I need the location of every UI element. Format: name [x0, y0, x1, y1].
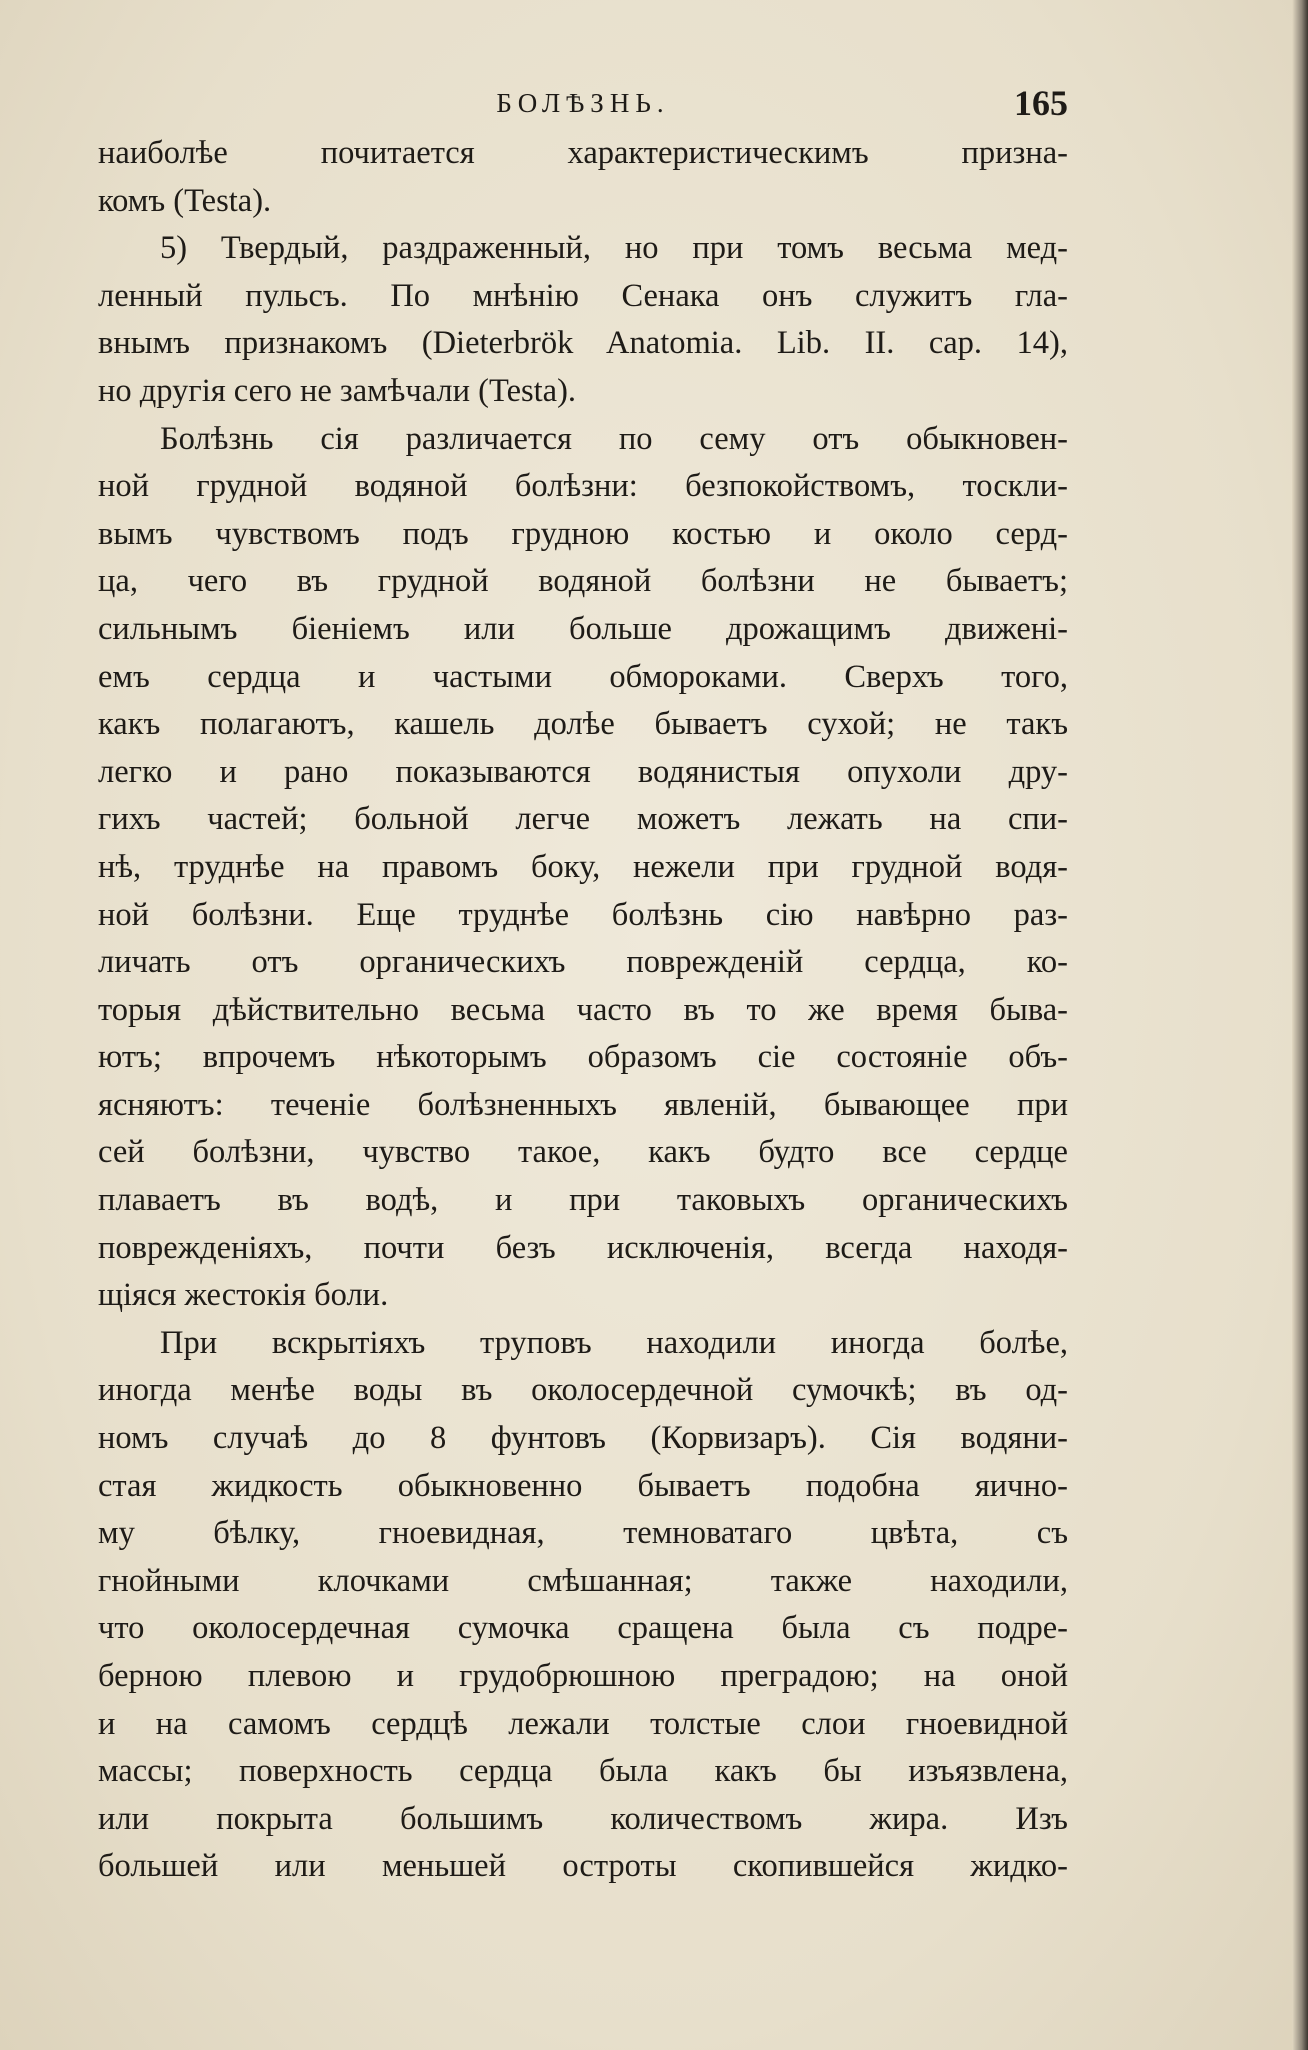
text-line: стая жидкость обыкновенно бываетъ подобна яично-	[98, 1467, 1068, 1504]
text-line: что околосердечная сумочка сращена была съ подре-	[98, 1610, 1068, 1647]
text-line: ца, чего въ грудной водяной болѣзни не бываетъ;	[98, 563, 1068, 600]
page-spine-shadow	[1292, 0, 1308, 2050]
text-line: емъ сердца и частыми обмороками. Сверхъ того,	[98, 658, 1068, 695]
text-line: наиболѣе почитается характеристическимъ призна-	[98, 135, 1068, 171]
text-line: большей или меньшей остроты скопившейся жидко-	[98, 1848, 1068, 1885]
text-line: и на самомъ сердцѣ лежали толстые слои гноевидной	[98, 1705, 1068, 1742]
text-line: вымъ чувствомъ подъ грудною костью и около серд-	[98, 515, 1068, 552]
text-line: комъ (Testa).	[98, 182, 272, 219]
text-line: ютъ; впрочемъ нѣкоторымъ образомъ сіе состояніе объ-	[98, 1039, 1068, 1076]
text-line: му бѣлку, гноевидная, темноватаго цвѣта, съ	[98, 1515, 1068, 1552]
text-line: нѣ, труднѣе на правомъ боку, нежели при грудной водя-	[98, 848, 1068, 885]
text-line: легко и рано показываются водянистыя опухоли дру-	[98, 753, 1068, 790]
text-line: ленный пульсъ. По мнѣнію Сенака онъ служитъ гла-	[98, 277, 1068, 314]
text-line: ной грудной водяной болѣзни: безпокойствомъ, тоскли-	[98, 468, 1068, 505]
text-line: или покрыта большимъ количествомъ жира. Изъ	[98, 1800, 1068, 1837]
page-number: 165	[1014, 83, 1068, 123]
page-header	[98, 83, 1068, 128]
text-line: поврежденіяхъ, почти безъ исключенія, всегда находя-	[98, 1229, 1068, 1266]
text-line: внымъ признакомъ (Dieterbrök Anatomia. Lib. II. cap. 14),	[98, 325, 1068, 362]
text-line: ясняютъ: теченіе болѣзненныхъ явленій, бывающее при	[98, 1086, 1068, 1123]
text-line: Болѣзнь сія различается по сему отъ обыкновен-	[160, 420, 1068, 457]
text-line: какъ полагаютъ, кашель долѣе бываетъ сухой; не такъ	[98, 706, 1068, 743]
text-line: но другія сего не замѣчали (Testa).	[98, 372, 577, 409]
text-line: сильнымъ біеніемъ или больше дрожащимъ движені-	[98, 610, 1068, 647]
text-line: плаваетъ въ водѣ, и при таковыхъ органическихъ	[98, 1182, 1068, 1219]
text-line: торыя дѣйствительно весьма часто въ то же время быва-	[98, 991, 1068, 1028]
text-line: гнойными клочками смѣшанная; также находили,	[98, 1562, 1068, 1599]
running-head: БОЛѢЗНЬ.	[496, 88, 670, 118]
text-line: щіяся жестокія боли.	[98, 1277, 389, 1314]
text-line: номъ случаѣ до 8 фунтовъ (Корвизаръ). Сія водяни-	[98, 1420, 1068, 1457]
text-line: иногда менѣе воды въ околосердечной сумочкѣ; въ од-	[98, 1372, 1068, 1409]
text-line: ной болѣзни. Еще труднѣе болѣзнь сію навѣрно раз-	[98, 896, 1068, 933]
text-line: сей болѣзни, чувство такое, какъ будто все сердце	[98, 1134, 1068, 1171]
text-line: 5) Твердый, раздраженный, но при томъ весьма мед-	[160, 230, 1068, 267]
text-line: массы; поверхность сердца была какъ бы изъязвлена,	[98, 1753, 1068, 1790]
body-text	[98, 130, 1068, 1891]
text-line: личать отъ органическихъ поврежденій сердца, ко-	[98, 944, 1068, 981]
text-line: берною плевою и грудобрюшною преградою; на оной	[98, 1658, 1068, 1694]
text-line: При вскрытіяхъ труповъ находили иногда болѣе,	[160, 1324, 1068, 1361]
text-line: гихъ частей; больной легче можетъ лежать на спи-	[98, 801, 1068, 838]
